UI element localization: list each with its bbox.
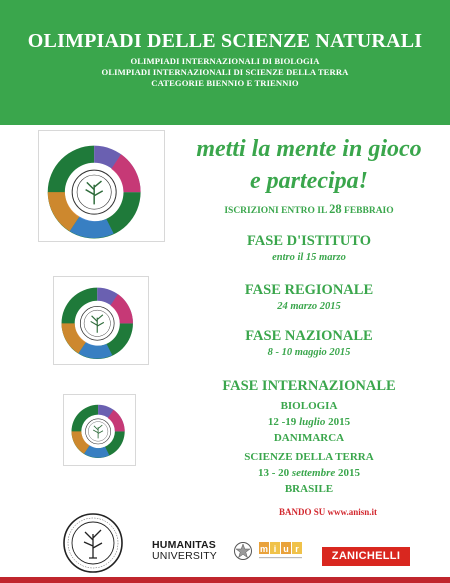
- phase-regional-date: 24 marzo 2015: [277, 301, 341, 312]
- subtitle-categories: CATEGORIE BIENNIO E TRIENNIO: [151, 78, 299, 88]
- registration-deadline: [168, 202, 450, 217]
- page-title: OLIMPIADI DELLE SCIENZE NATURALI: [27, 30, 423, 52]
- subtitle-biology: OLIMPIADI INTERNAZIONALI DI BIOLOGIA: [130, 56, 320, 66]
- biology-date: [168, 416, 450, 428]
- biology-date-month: luglio: [299, 416, 326, 428]
- miur-logo: [257, 540, 307, 562]
- phase-regional-name: FASE REGIONALE: [244, 282, 374, 298]
- earth-science-date: [168, 467, 450, 479]
- biology-country: DANIMARCA: [273, 432, 345, 444]
- earth-date-days: 13 - 20: [257, 467, 290, 479]
- italian-republic-emblem: [233, 540, 253, 562]
- phase-institute-date: entro il 15 marzo: [272, 252, 346, 263]
- biology-date-days: 12 -19: [267, 416, 297, 428]
- miur-letter-m: m: [259, 544, 269, 554]
- phase-national-date: 8 - 10 maggio 2015: [267, 347, 351, 358]
- biology-date-year: 2015: [328, 416, 351, 428]
- header-banner: [0, 0, 450, 125]
- earth-date-month: settembre: [291, 467, 336, 479]
- humanitas-word: HUMANITAS: [152, 539, 217, 551]
- bottom-bar: [0, 577, 450, 583]
- phase-national-name: FASE NAZIONALE: [245, 328, 373, 344]
- phase-institute-name: FASE D'ISTITUTO: [247, 233, 371, 249]
- zanichelli-logo: ZANICHELLI: [322, 547, 410, 566]
- miur-letter-r: r: [295, 544, 299, 554]
- registration-label: ISCRIZIONI ENTRO IL: [224, 206, 327, 216]
- phase-international-name: FASE INTERNAZIONALE: [222, 378, 396, 394]
- registration-month: FEBBRAIO: [344, 206, 394, 216]
- miur-logo-mark: [257, 540, 307, 562]
- olympiad-spiral-logo-medium: [53, 276, 149, 365]
- bando-link[interactable]: BANDO SU www.anisn.it: [278, 507, 378, 517]
- earth-science-label: SCIENZE DELLA TERRA: [244, 451, 374, 463]
- olympiad-spiral-logo-small: [63, 394, 136, 466]
- university-word: UNIVERSITY: [152, 550, 218, 562]
- tagline-line-1: metti la mente in gioco: [196, 136, 422, 162]
- biology-label: BIOLOGIA: [280, 400, 338, 412]
- registration-day: 28: [329, 202, 342, 216]
- miur-letter-i: i: [273, 544, 277, 554]
- tagline-line-2: e partecipa!: [250, 168, 368, 194]
- anisn-seal-logo: [62, 512, 124, 574]
- subtitle-earth-science: OLIMPIADI INTERNAZIONALI DI SCIENZE DELLA TERRA: [101, 67, 349, 77]
- earth-date-year: 2015: [338, 467, 361, 479]
- miur-letter-u: u: [283, 544, 289, 554]
- olympiad-spiral-logo-large: [38, 130, 165, 242]
- humanitas-university-logo: [152, 540, 217, 562]
- earth-science-country: BRASILE: [284, 483, 334, 495]
